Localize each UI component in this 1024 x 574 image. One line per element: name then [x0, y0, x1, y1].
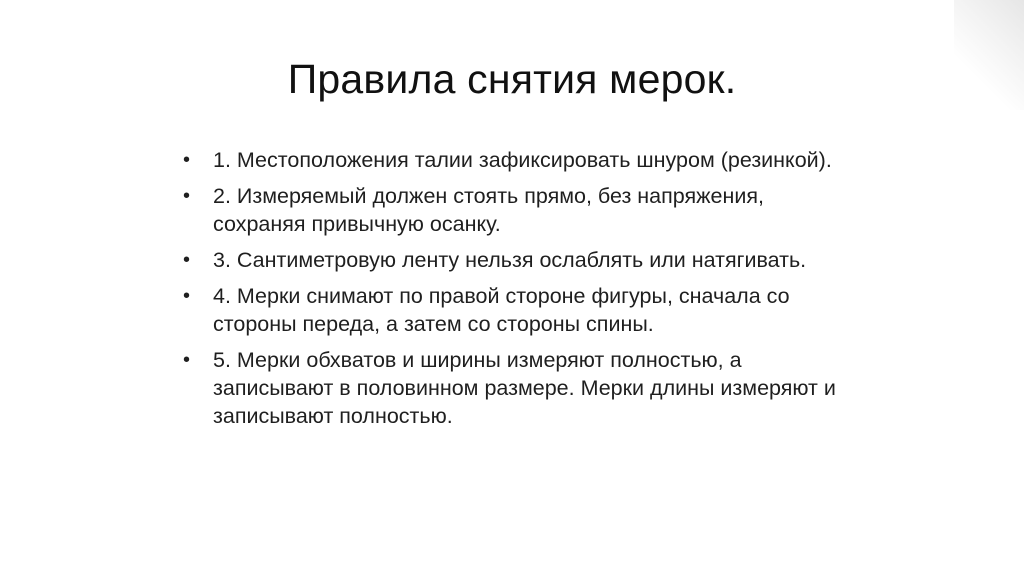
rules-list: [183, 146, 843, 438]
list-item: [183, 246, 843, 274]
list-item-text: 2. Измеряемый должен стоять прямо, без напряжения, сохраняя привычную осанку.: [213, 184, 764, 236]
list-item-text: 3. Сантиметровую ленту нельзя ослаблять или натягивать.: [213, 248, 807, 272]
list-item: [183, 182, 843, 238]
bullet-icon: •: [183, 149, 191, 171]
list-item-text: 1. Местоположения талии зафиксировать шнуром (резинкой).: [213, 148, 832, 172]
list-item: [183, 282, 843, 338]
bullet-icon: •: [183, 249, 191, 271]
bullet-icon: •: [183, 185, 191, 207]
list-item: [183, 346, 843, 430]
list-item: [183, 146, 843, 174]
bullet-icon: •: [183, 285, 191, 307]
list-item-text: 5. Мерки обхватов и ширины измеряют полностью, а записывают в половинном размере. Мерки длины измеряют и записывают полностью.: [213, 348, 836, 428]
slide-title: Правила снятия мерок.: [287, 56, 737, 102]
bullet-icon: •: [183, 349, 191, 371]
list-item-text: 4. Мерки снимают по правой стороне фигуры, сначала со стороны переда, а затем со стороны спины.: [213, 284, 790, 336]
